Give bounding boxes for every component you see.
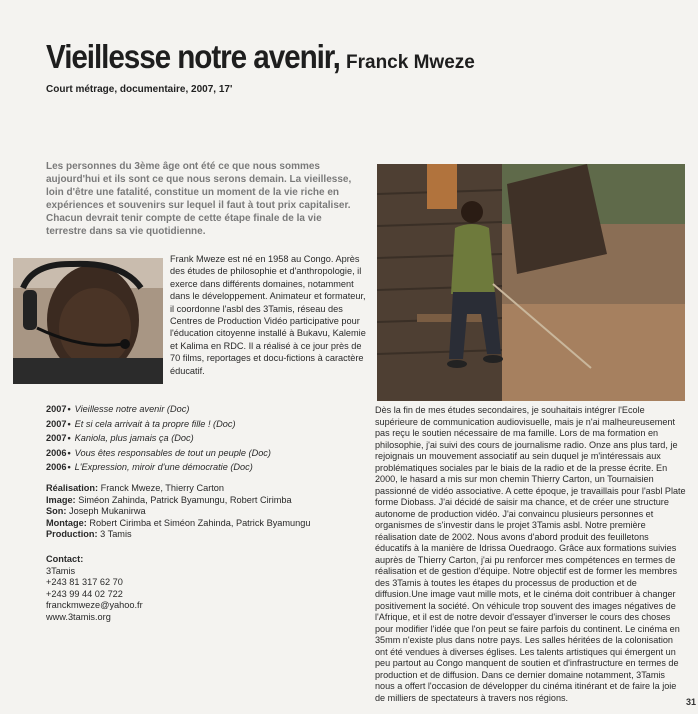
- credit-line: [46, 495, 366, 507]
- contact-heading: Contact:: [46, 554, 84, 564]
- filmography-item: [46, 417, 366, 432]
- film-entry-title: L'Expression, miroir d'une démocratie (Doc): [74, 462, 253, 473]
- contact-phone: +243 99 44 02 722: [46, 588, 123, 599]
- credit-value: Siméon Zahinda, Patrick Byamungu, Robert Cirimba: [78, 494, 292, 505]
- credit-line: [46, 483, 366, 495]
- film-title: Vieillesse notre avenir,: [46, 38, 340, 75]
- film-year: 2006: [46, 447, 67, 458]
- credit-label: Montage:: [46, 517, 87, 528]
- film-year: 2007: [46, 418, 67, 429]
- contact-phone: +243 81 317 62 70: [46, 577, 123, 588]
- credit-line: [46, 518, 366, 530]
- credit-label: Son:: [46, 506, 67, 517]
- film-still-image: [377, 164, 685, 401]
- contact-org: 3Tamis: [46, 565, 76, 576]
- film-year: 2007: [46, 404, 67, 414]
- bullet-icon: •: [67, 433, 71, 444]
- film-year: 2007: [46, 433, 67, 444]
- title-row: [46, 38, 475, 76]
- intro-paragraph: Les personnes du 3ème âge ont été ce que nous sommes aujourd'hui et ils sont ce que nous serons demain. La vieillesse, loin d'être une fatalité, constitue un moment de la vie riche en expériences et souvenirs sur lequel il faut à tout prix capitaliser. Chacun devrait tenir compte de cette étape finale de la vie terrestre dans sa vie quotidienne.: [46, 161, 352, 237]
- credit-label: Image:: [46, 494, 76, 505]
- bullet-icon: •: [67, 404, 71, 414]
- director-portrait: [13, 258, 163, 384]
- film-entry-title: Et si cela arrivait à ta propre fille ! (Doc): [74, 418, 236, 429]
- filmography-item: [46, 446, 366, 461]
- filmography-item: [46, 460, 366, 475]
- contact-website: www.3tamis.org: [46, 611, 111, 622]
- film-still-photo: [377, 164, 685, 401]
- credit-value: Robert Cirimba et Siméon Zahinda, Patrick Byamungu: [89, 517, 311, 528]
- film-entry-title: Vous êtes responsables de tout un peuple (Doc): [74, 447, 271, 458]
- film-entry-title: Vieillesse notre avenir (Doc): [74, 404, 190, 414]
- contact-block: [46, 554, 246, 624]
- filmography-item: [46, 431, 366, 446]
- page-number: 31: [686, 697, 697, 707]
- bullet-icon: •: [67, 462, 71, 473]
- credit-line: [46, 529, 366, 541]
- bullet-icon: •: [67, 418, 71, 429]
- credit-value: Franck Mweze, Thierry Carton: [100, 483, 225, 493]
- film-author: Franck Mweze: [346, 52, 475, 73]
- credits-list: [46, 483, 366, 541]
- film-entry-title: Kaniola, plus jamais ça (Doc): [74, 433, 194, 444]
- contact-email: franckmweze@yahoo.fr: [46, 600, 143, 611]
- credit-value: Joseph Mukanirwa: [68, 506, 146, 517]
- director-statement: Dès la fin de mes études secondaires, je souhaitais intégrer l'Ecole supérieure de communication audiovisuelle, mais je n'ai malheureusement pas reçu le soutien nécessaire de ma famille. Lors de ma formation en philosophie, j'ai suivi des cours de journalisme radio. Onze ans plus tard, je rejoignais un mouvement associatif au sein duquel je m'intéressais aux problématiques sociales par le biais de la radio et de la presse écrite. En 2000, le hasard a mis sur mon chemin Thierry Carton, un Tournaisien passionné de vidéo associative. A cette époque, je travaillais pour l'asbl Plate forme Diobass. J'ai décidé de saisir ma chance, et de créer une structure autonome de production vidéo. J'ai convaincu plusieurs personnes et organismes de s'investir dans le projet 3Tamis asbl. Notre première réalisation date de 2002. Nous avons d'abord produit des feuilletons éducatifs à la manière de Idrissa Ouedraogo. Grâce aux formations suivies auprès de Thierry Carton, j'ai pu renforcer mes compétences en termes de réalisation et de gestion d'équipe. Notre objectif est de former les membres des 3Tamis à toutes les étapes du processus de production et de diffusion.Une image vaut mille mots, et le cinéma doit contribuer à changer positivement la société. On véhicule trop souvent des images négatives de l'Afrique, et il est de notre devoir d'essayer d'inverser le cours des choses pour modifier l'idée que l'on peut se faire parfois du continent. Le cinéma en 35mm n'existe plus dans notre pays. Les salles héritées de la colonisation ont été vendues à diverses églises. Les talents artistiques qui émergent un peu partout au Congo manquent de soutien et d'infrastructure en termes de production et de diffusion. Dans ce dernier domaine notamment, 3Tamis nous a offert l'occasion de développer du cinéma itinérant et de faire la joie de milliers de spectateurs à travers nos régions.: [375, 405, 686, 703]
- credit-value: 3 Tamis: [100, 529, 132, 540]
- film-year: 2006: [46, 462, 67, 473]
- filmography-list: [46, 402, 366, 475]
- director-bio: Frank Mweze est né en 1958 au Congo. Après des études de philosophie et d'anthropologie, il exerce dans différents domaines, notamment dans le développement. Animateur et formateur, il coordonne l'asbl des 3Tamis, réseau des Centres de Production Vidéo participative pour l'éducation citoyenne installé à Bukavu, Kalemie et Kalima en RDC. Il a réalisé à ce jour près de 70 films, reportages et docu-fictions à caractère éducatif.: [170, 254, 366, 376]
- filmography-item: [46, 402, 366, 417]
- portrait-image: [13, 258, 163, 384]
- film-subtitle: Court métrage, documentaire, 2007, 17': [46, 84, 233, 95]
- credit-label: Production:: [46, 529, 98, 540]
- bullet-icon: •: [67, 447, 71, 458]
- credit-line: [46, 506, 366, 518]
- credit-label: Réalisation:: [46, 483, 99, 493]
